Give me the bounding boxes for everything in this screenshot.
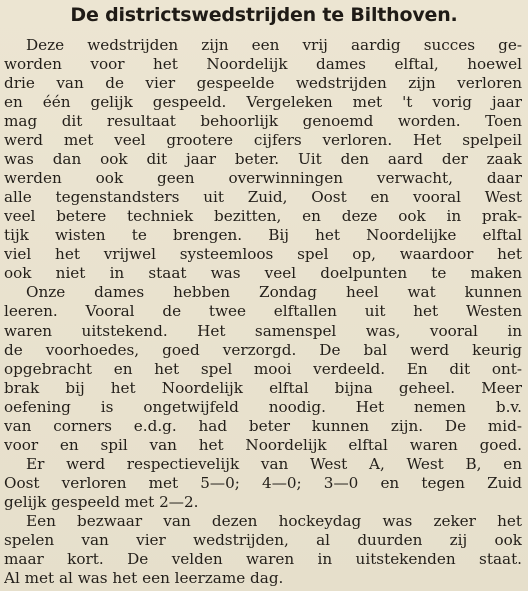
text-line: brak bij het Noordelijk elftal bijna geheel. Meer	[4, 378, 522, 397]
article-headline: De districtswedstrijden te Bilthoven.	[70, 4, 458, 26]
text-line: mag dit resultaat behoorlijk genoemd worden. Toen	[4, 112, 522, 131]
text-line: gelijk gespeeld met 2—2.	[4, 492, 199, 511]
text-line: van corners e.d.g. had beter kunnen zijn. De mid-	[4, 416, 522, 435]
text-line: en één gelijk gespeeld. Vergeleken met 't vorig jaar	[4, 93, 522, 112]
text-line: Er werd respectievelijk van West A, West B, en	[26, 454, 522, 473]
article-paragraph-4	[4, 512, 522, 588]
text-line: voor en spil van het Noordelijk elftal waren goed.	[4, 435, 522, 454]
text-line: werd met veel grootere cijfers verloren. Het spelpeil	[4, 131, 522, 150]
text-line: oefening is ongetwijfeld noodig. Het nemen b.v.	[4, 397, 522, 416]
text-line: Deze wedstrijden zijn een vrij aardig succes ge-	[26, 36, 522, 54]
text-line: Een bezwaar van dezen hockeydag was zeker het	[26, 511, 522, 530]
text-line: worden voor het Noordelijk dames elftal, hoewel	[4, 55, 522, 74]
text-line: leeren. Vooral de twee elftallen uit het Westen	[4, 302, 522, 321]
text-line: drie van de vier gespeelde wedstrijden zijn verloren	[4, 74, 522, 93]
text-line: tijk wisten te brengen. Bij het Noordelijke elftal	[4, 226, 522, 245]
text-line: de voorhoedes, goed verzorgd. De bal werd keurig	[4, 340, 522, 359]
text-line: Al met al was het een leerzame dag.	[4, 568, 284, 587]
text-line: Oost verloren met 5—0; 4—0; 3—0 en tegen Zuid	[4, 473, 522, 492]
text-line: Onze dames hebben Zondag heel wat kunnen	[26, 283, 522, 302]
text-line: was dan ook dit jaar beter. Uit den aard der zaak	[4, 150, 522, 169]
text-line: veel betere techniek bezitten, en deze ook in prak-	[4, 207, 522, 226]
text-line: spelen van vier wedstrijden, al duurden zij ook	[4, 530, 522, 549]
text-line: werden ook geen overwinningen verwacht, daar	[4, 169, 522, 188]
text-line: alle tegenstandsters uit Zuid, Oost en vooral West	[4, 188, 522, 207]
text-line: waren uitstekend. Het samenspel was, vooral in	[4, 321, 522, 340]
article-paragraph-1	[4, 36, 522, 283]
article-paragraph-3	[4, 455, 522, 512]
text-line: viel het vrijwel systeemloos spel op, waardoor het	[4, 245, 522, 264]
text-line: opgebracht en het spel mooi verdeeld. En dit ont-	[4, 359, 522, 378]
text-line: ook niet in staat was veel doelpunten te maken	[4, 264, 522, 283]
article-paragraph-2	[4, 283, 522, 454]
text-line: maar kort. De velden waren in uitstekenden staat.	[4, 549, 522, 568]
